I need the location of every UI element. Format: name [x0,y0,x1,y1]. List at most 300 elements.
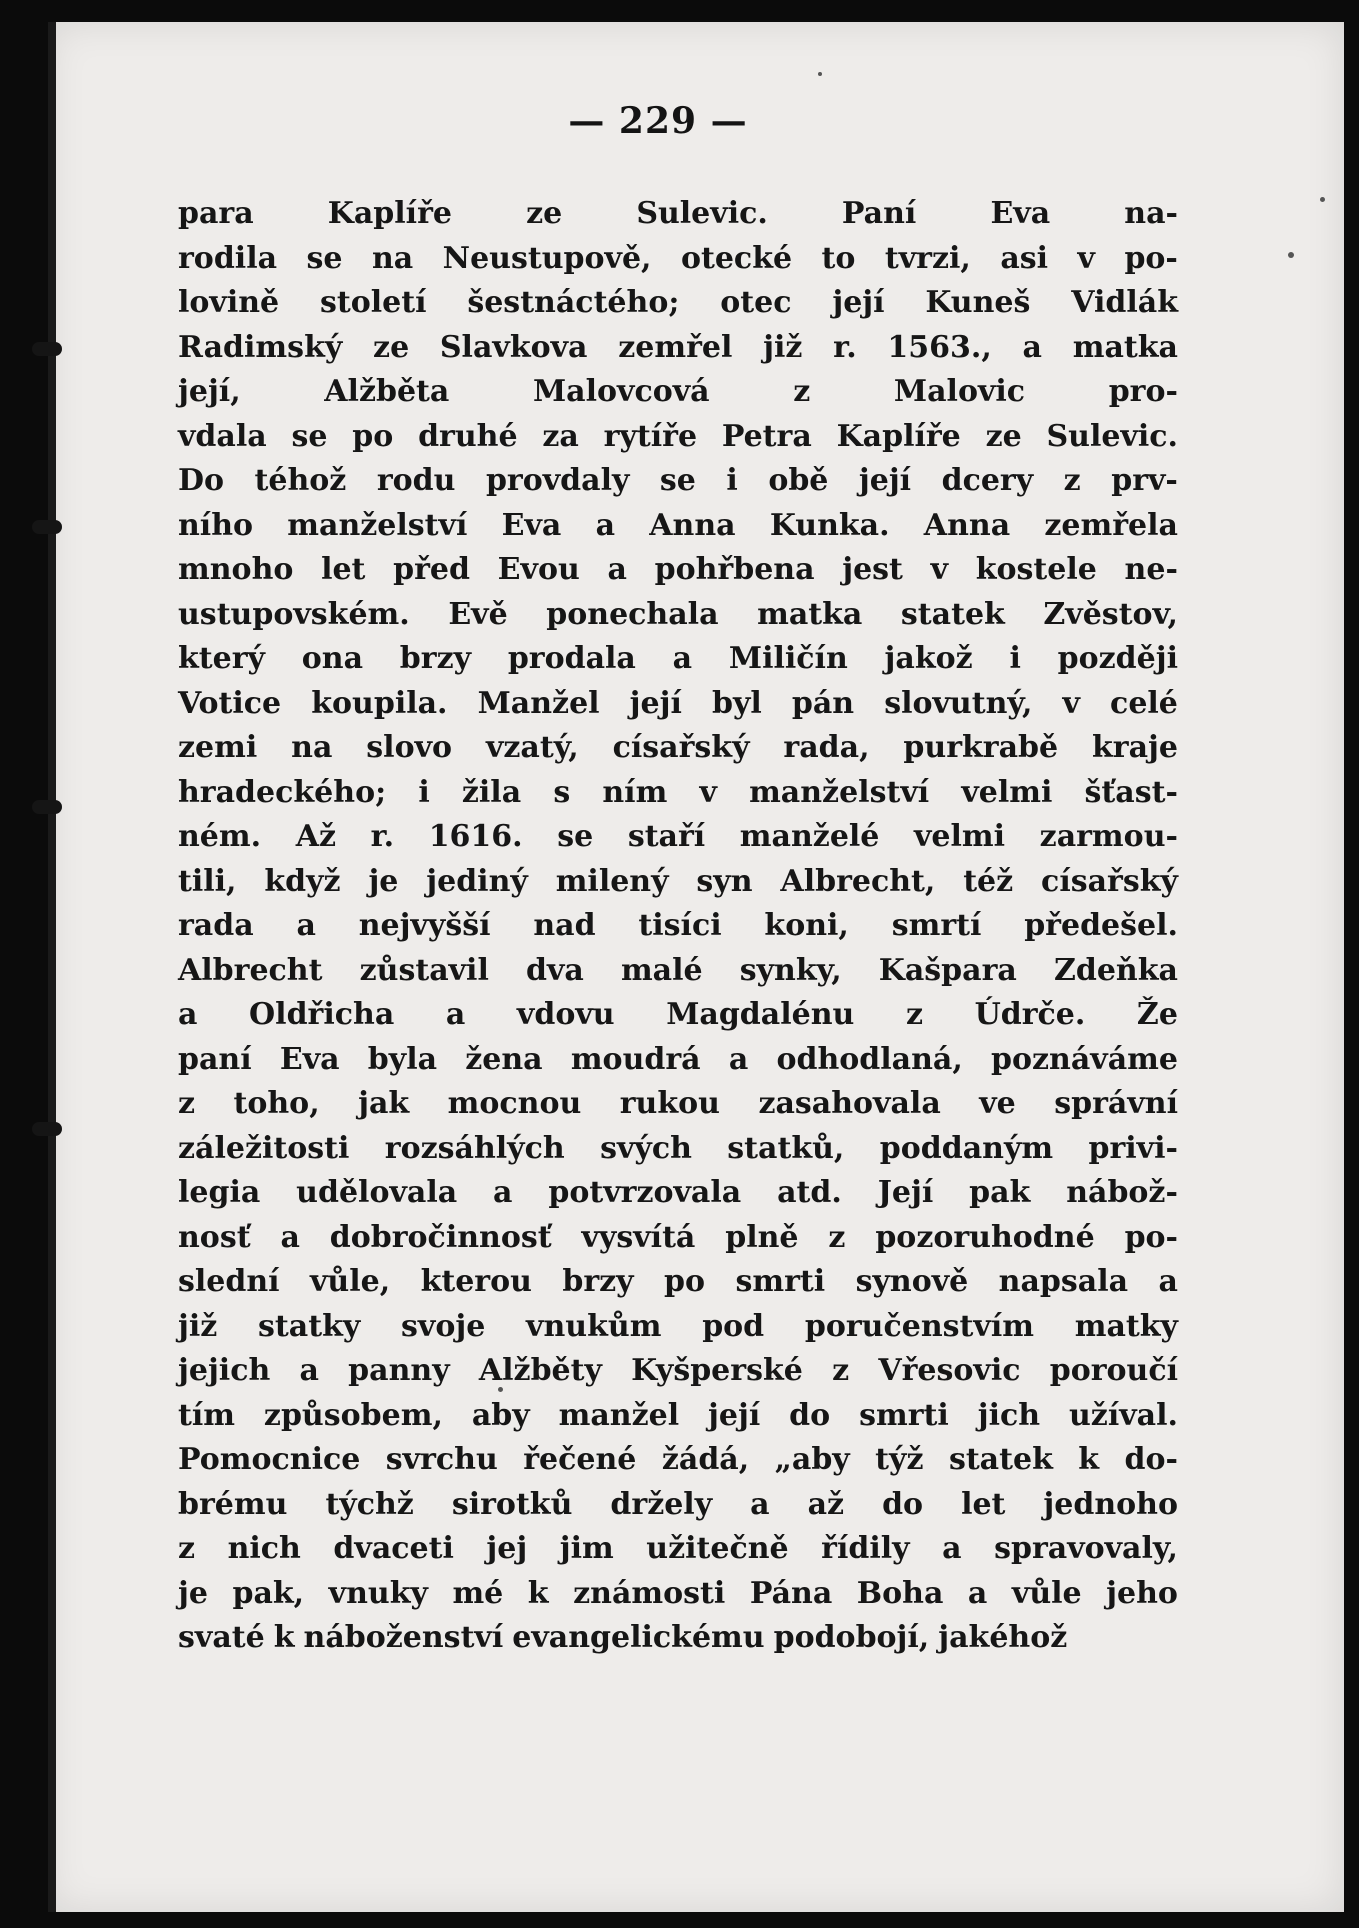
word: týž [875,1442,924,1477]
word: jakož [884,641,973,676]
text-line [178,1572,1178,1617]
word: Sulevic. [636,196,768,231]
word: Sulevic. [1046,418,1178,454]
word: to [821,240,856,276]
binding-thread-mark [32,800,62,814]
word: a [299,1353,319,1388]
word: do [789,1397,831,1433]
text-line [178,1616,1178,1661]
word: spravovaly, [994,1531,1178,1566]
word: Do [178,463,225,498]
word: pohřbena [654,552,815,587]
word: Eva [990,196,1051,231]
text-line [178,1349,1178,1394]
word: ze [985,418,1022,454]
word: purkrabě [903,730,1059,765]
word: milený [555,863,669,899]
word: a [280,1219,300,1255]
word: koupila. [311,685,448,721]
word: Slavkova [439,329,588,365]
word: Malovic [893,374,1026,409]
word: i [418,774,430,810]
word: vnuky [328,1575,428,1611]
word: císařský [1041,863,1178,899]
paper-speck [1320,197,1325,202]
word: způsobem, [263,1397,443,1433]
word: panny [348,1353,450,1388]
word: vdovu [516,997,615,1032]
text-line [178,1438,1178,1483]
word: šťast- [1084,774,1178,810]
word: je [368,863,399,899]
word: brzy [399,641,472,676]
word: synově [855,1264,969,1299]
word: otec [720,285,792,320]
word: ze [373,329,410,365]
word: Pána [749,1575,833,1611]
text-line [178,993,1178,1038]
word: náboženství [303,1620,504,1655]
word: celé [1110,685,1178,721]
text-line [178,637,1178,682]
word: tím [178,1397,235,1433]
word: vůle, [309,1264,391,1299]
word: s [553,774,571,810]
word: paní [178,1041,252,1077]
word: a [445,997,466,1032]
word: jej [486,1531,528,1566]
word: statek [900,596,1005,632]
word: podobojí, [773,1620,930,1655]
word: smrti [735,1264,826,1299]
word: manžel [558,1397,680,1433]
word: napsala [998,1264,1129,1299]
word: hradeckého; [178,774,387,810]
word: dvaceti [333,1531,454,1566]
text-line [178,1171,1178,1216]
word: kraje [1091,730,1178,765]
word: a [967,1575,988,1611]
word: ona [301,641,364,676]
word: žádá, [661,1442,750,1477]
text-line [178,1305,1178,1350]
word: manželství [749,774,930,810]
word: a [178,997,198,1032]
word: Kuneš [925,285,1031,320]
word: a [750,1486,770,1522]
word: dva [525,952,584,988]
word: a [296,908,316,943]
word: z [1063,463,1081,498]
word: asi [1000,240,1049,276]
word: prodala [507,641,636,676]
word: užitečně [646,1531,789,1566]
word: poznáváme [991,1041,1178,1077]
binding-thread-mark [32,520,62,534]
word: ustupovském. [178,596,410,632]
word: Evě [448,596,508,632]
word: lovině [178,285,280,320]
word: Údrče. [974,997,1086,1032]
word: nich [227,1531,301,1566]
word: mnoho [178,552,294,587]
text-line [178,504,1178,549]
word: držely [610,1486,713,1522]
word: Magdalénu [666,997,855,1032]
word: Petra [721,418,812,454]
text-line [178,593,1178,638]
binding-edge [48,22,56,1912]
word: vdala [178,418,267,454]
word: rada [178,908,254,943]
word: pak, [232,1575,305,1611]
word: Anna [649,507,736,543]
word: Její [877,1175,934,1210]
word: k [1078,1442,1100,1477]
word: týchž [325,1486,414,1522]
word: pozoruhodné [875,1219,1095,1255]
word: v [930,552,949,587]
word: moudrá [570,1041,701,1077]
word: nábož- [1066,1175,1178,1210]
word: jejich [178,1353,271,1388]
word: statků, [727,1130,845,1166]
word: řídily [821,1531,910,1566]
word: svoje [401,1308,486,1344]
word: a [607,552,627,587]
word: brému [178,1486,288,1522]
word: r. [370,819,395,854]
word: žena [465,1041,543,1077]
word: malé [620,952,703,988]
word: Oldřicha [249,997,395,1032]
body-text [178,192,1178,1661]
word: rytíře [603,418,698,454]
word: velmi [914,819,1006,854]
word: Kaplíře [327,196,452,231]
word: toho, [233,1086,320,1121]
word: Evou [497,552,580,587]
word: ném. [178,819,262,854]
word: koni, [764,908,849,943]
word: jest [842,552,903,587]
word: byla [367,1041,438,1077]
word: je [178,1575,208,1611]
word: manželé [739,819,880,854]
word: Alžběta [324,374,450,409]
word: svaté [178,1620,265,1655]
word: poručenstvím [804,1308,1034,1344]
word: aby [471,1397,530,1433]
word: plně [725,1219,799,1255]
word: zemřela [1044,507,1178,543]
word: již [763,329,803,365]
word: žila [461,774,522,810]
word: svrchu [385,1442,498,1477]
word: jediný [426,863,528,899]
word: manželství [287,507,468,543]
word: Boha [856,1575,944,1611]
text-line [178,326,1178,371]
text-line [178,1527,1178,1572]
word: rozsáhlých [384,1130,565,1166]
word: k [273,1620,295,1655]
word: 1616. [428,819,523,854]
word: ze [526,196,563,231]
word: Kyšperské [631,1353,803,1388]
word: Zvěstov, [1043,596,1178,632]
word: tisíci [638,908,722,943]
text-line [178,459,1178,504]
paper-speck [818,72,822,76]
page-number: — 229 — [568,100,748,142]
word: Kašpara [878,952,1017,988]
word: z [832,1353,850,1388]
word: předešel. [1024,908,1178,943]
book-page [48,22,1344,1912]
text-line [178,1483,1178,1528]
text-line [178,1260,1178,1305]
word: na [291,730,333,765]
word: „aby [774,1442,850,1477]
text-line [178,949,1178,994]
text-line [178,771,1178,816]
text-line [178,1127,1178,1172]
word: zarmou- [1039,819,1178,854]
text-line [178,237,1178,282]
word: po- [1124,240,1178,276]
word: prv- [1111,463,1178,498]
word: sirotků [451,1486,573,1522]
word: jeho [1106,1575,1178,1611]
word: dcery [941,463,1034,498]
word: Zdeňka [1053,952,1178,988]
word: matka [757,596,863,632]
word: do- [1124,1442,1178,1477]
word: brzy [562,1264,634,1299]
word: její [832,285,885,320]
word: Eva [279,1041,340,1077]
word: zasahovala [758,1086,941,1121]
word: Eva [501,507,562,543]
word: potvrzovala [548,1175,742,1210]
word: synky, [739,952,842,988]
word: zůstavil [359,952,489,988]
word: Miličín [728,641,848,676]
word: r. [833,329,857,365]
word: správní [1054,1086,1178,1121]
word: téhož [254,463,347,498]
word: se [291,418,328,454]
word: století [319,285,427,320]
word: jakéhož [938,1620,1068,1655]
word: Kaplíře [836,418,961,454]
word: a [728,1041,749,1077]
word: privi- [1088,1130,1178,1166]
word: let [321,552,366,587]
word: kostele [975,552,1097,587]
word: Pomocnice [178,1442,361,1477]
word: po [352,418,394,454]
text-line [178,1082,1178,1127]
word: za [542,418,579,454]
word: na [371,240,414,276]
word: se [557,819,594,854]
word: se [306,240,343,276]
word: provdaly [485,463,630,498]
text-line [178,1394,1178,1439]
word: Anna [923,507,1011,543]
word: později [1057,641,1178,676]
text-line [178,192,1178,237]
word: před [393,552,470,587]
word: i [1009,641,1021,676]
word: Radimský [178,329,343,365]
word: v [699,774,717,810]
word: mocnou [447,1086,582,1121]
word: Alžběty [478,1353,602,1388]
word: dobročinnosť [329,1219,552,1255]
word: Že [1136,997,1178,1032]
word: císařský [612,730,750,765]
word: po- [1124,1219,1178,1255]
word: z [793,374,811,409]
word: rukou [619,1086,720,1121]
word: ne- [1124,552,1178,587]
word: vnukům [526,1308,662,1344]
word: atd. [777,1175,842,1210]
word: se [659,463,696,498]
word: její [708,1397,761,1433]
word: její, [178,374,241,409]
word: a [1022,329,1042,365]
text-line [178,682,1178,727]
word: Albrecht, [780,863,936,899]
word: slovutný, [884,685,1033,721]
word: pak [969,1175,1031,1210]
word: syn [696,863,753,899]
word: až [807,1486,845,1522]
word: rodila [178,240,278,276]
word: staří [627,819,706,854]
word: a [595,507,616,543]
word: a [493,1175,513,1210]
word: vzatý, [485,730,579,765]
word: Vidlák [1071,285,1178,320]
word: do [882,1486,924,1522]
word: ního [178,507,254,543]
text-line [178,726,1178,771]
word: slední [178,1264,280,1299]
word: již [178,1308,218,1344]
word: matka [1072,329,1178,365]
word: jich [977,1397,1041,1433]
word: pod [702,1308,765,1344]
word: v [1077,240,1095,276]
word: jak [358,1086,410,1121]
word: matky [1074,1308,1178,1344]
word: legia [178,1175,261,1210]
word: odhodlaná, [776,1041,963,1077]
text-line [178,548,1178,593]
word: smrti [859,1397,949,1433]
word: kterou [420,1264,532,1299]
word: pán [791,685,855,721]
binding-thread-mark [32,342,62,356]
text-line [178,860,1178,905]
word: Albrecht [178,952,323,988]
word: Vřesovic [878,1353,1021,1388]
word: smrtí [891,908,982,943]
word: statek [948,1442,1053,1477]
word: Votice [178,685,282,721]
word: nad [533,908,596,943]
text-line [178,281,1178,326]
text-line [178,415,1178,460]
word: řečené [523,1442,637,1477]
binding-thread-mark [32,1122,62,1136]
word: obě [768,463,829,498]
word: po [664,1264,706,1299]
word: který [178,641,265,676]
word: evangelickému [512,1620,765,1655]
word: rodu [376,463,456,498]
word: a [672,641,693,676]
word: svých [600,1130,692,1166]
word: nejvyšší [358,908,491,943]
paper-speck [1288,252,1294,258]
word: tvrzi, [884,240,971,276]
word: Paní [841,196,917,231]
text-line [178,904,1178,949]
word: též [963,863,1014,899]
word: její [858,463,912,498]
word: její [629,685,682,721]
word: 1563., [887,329,992,365]
word: k [527,1575,549,1611]
word: statky [258,1308,361,1344]
word: nosť [178,1219,251,1255]
text-line [178,1216,1178,1261]
word: z [178,1531,196,1566]
word: rada, [783,730,870,765]
word: a [1158,1264,1178,1299]
word: užíval. [1068,1397,1178,1433]
word: Kunka. [769,507,890,543]
word: když [264,863,341,899]
word: ponechala [546,596,719,632]
word: Malovcová [532,374,710,409]
word: para [178,196,254,231]
word: poddaným [879,1130,1054,1166]
word: z [828,1219,846,1255]
word: a [942,1531,962,1566]
word: zemřel [618,329,733,365]
text-line [178,1038,1178,1083]
word: jim [559,1531,614,1566]
word: mé [452,1575,504,1611]
word: známosti [573,1575,726,1611]
word: let [961,1486,1006,1522]
word: pro- [1108,374,1178,409]
word: poroučí [1049,1353,1178,1388]
word: záležitosti [178,1130,350,1166]
word: Manžel [477,685,600,721]
word: na- [1124,196,1178,231]
text-line [178,370,1178,415]
word: i [726,463,738,498]
word: vysvítá [581,1219,696,1255]
